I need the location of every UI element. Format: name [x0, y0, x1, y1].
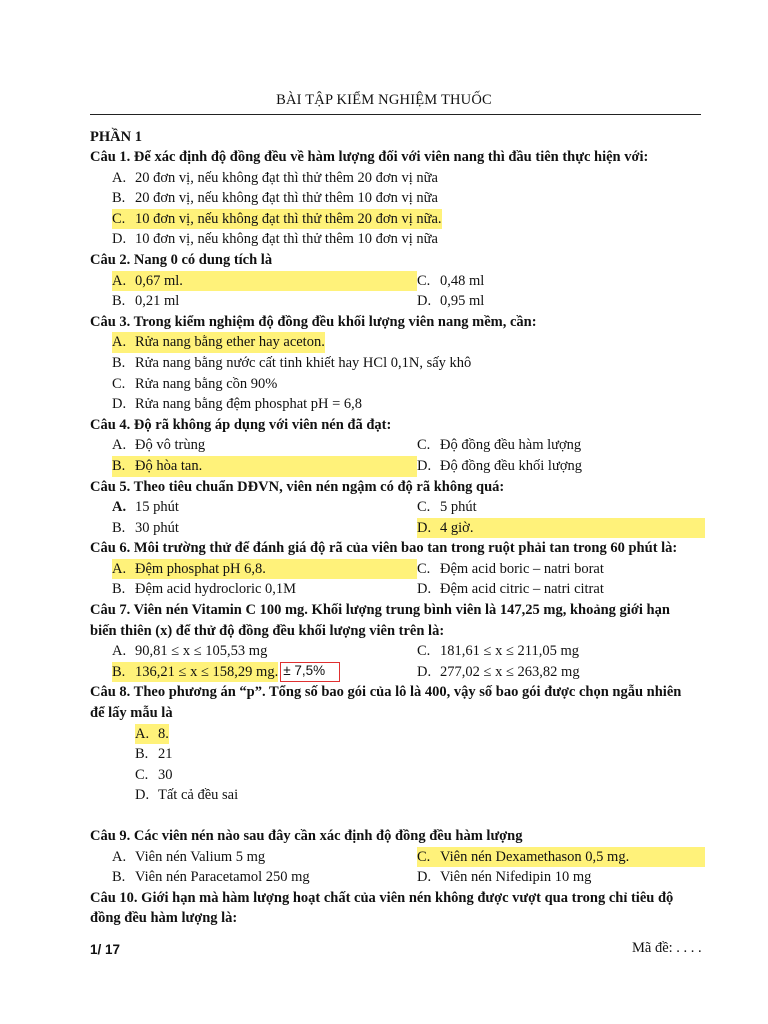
q8-option-b[interactable] — [90, 744, 705, 765]
q4-option-c[interactable] — [417, 435, 705, 456]
q8-option-c[interactable] — [90, 765, 705, 786]
q1-option-c[interactable] — [90, 209, 705, 230]
option-letter: B. — [135, 746, 149, 763]
question-5: Câu 5. Theo tiêu chuẩn DĐVN, viên nén ngậm có độ rã không quá: — [90, 478, 505, 495]
question-3: Câu 3. Trong kiểm nghiệm độ đồng đều khối lượng viên nang mềm, cần: — [90, 313, 537, 330]
option-letter: D. — [417, 581, 432, 598]
option-letter: A. — [112, 848, 127, 865]
question-10-line-2: đồng đều hàm lượng là: — [90, 910, 238, 927]
q8-option-d[interactable] — [90, 785, 705, 806]
option-letter: B. — [112, 293, 126, 310]
q1-option-b[interactable] — [90, 188, 705, 209]
option-text: Độ đồng đều hàm lượng — [440, 437, 582, 454]
exam-content — [90, 127, 705, 929]
option-letter: A. — [112, 437, 127, 454]
q5-option-b[interactable] — [90, 518, 417, 539]
option-text: 20 đơn vị, nếu không đạt thì thử thêm 20 đơn vị nữa — [135, 169, 438, 186]
option-letter: A. — [112, 560, 127, 577]
option-text-highlighted: Rửa nang bằng ether hay aceton. — [135, 334, 325, 351]
option-letter: A. — [135, 725, 150, 742]
option-letter: A. — [112, 272, 127, 289]
question-2: Câu 2. Nang 0 có dung tích là — [90, 251, 273, 268]
q3-option-a[interactable] — [90, 332, 705, 353]
option-letter: D. — [417, 457, 432, 474]
option-letter: C. — [112, 210, 126, 227]
q6-option-c[interactable] — [417, 559, 705, 580]
q7-option-c[interactable] — [417, 641, 705, 662]
option-text: Viên nén Paracetamol 250 mg — [135, 869, 310, 886]
option-text-highlighted: 0,67 ml. — [135, 272, 183, 289]
option-letter: D. — [417, 663, 432, 680]
q8-option-a[interactable] — [90, 724, 705, 745]
question-9: Câu 9. Các viên nén nào sau đây cần xác định độ đồng đều hàm lượng — [90, 828, 523, 844]
question-7-line-2: biến thiên (x) để thử độ đồng đều khối lượng viên trên là: — [90, 622, 445, 639]
q2-option-a[interactable] — [90, 271, 417, 292]
question-7-line-1: Câu 7. Viên nén Vitamin C 100 mg. Khối lượng trung bình viên là 147,25 mg, khoảng giới hạn — [90, 602, 670, 619]
q6-option-a[interactable] — [90, 559, 417, 580]
option-text: Viên nén Nifedipin 10 mg — [440, 869, 592, 886]
option-letter: C. — [135, 766, 149, 783]
option-letter: C. — [417, 272, 431, 289]
option-letter: B. — [112, 519, 126, 536]
option-text-highlighted: 4 giờ. — [440, 519, 474, 536]
question-10-line-1: Câu 10. Giới hạn mà hàm lượng hoạt chất của viên nén không được vượt qua trong chỉ tiêu độ — [90, 889, 674, 906]
option-text: 10 đơn vị, nếu không đạt thì thử thêm 10 đơn vị nữa — [135, 231, 438, 248]
option-letter: D. — [417, 293, 432, 310]
q4-option-a[interactable] — [90, 435, 417, 456]
option-text: 90,81 ≤ x ≤ 105,53 mg — [135, 643, 268, 660]
option-text: 21 — [158, 746, 173, 763]
q4-option-b[interactable] — [90, 456, 417, 477]
q3-option-b[interactable] — [90, 353, 705, 374]
question-8-line-1: Câu 8. Theo phương án “p”. Tổng số bao gói của lô là 400, vậy số bao gói được chọn ngẫu nhiên — [90, 684, 682, 701]
question-1: Câu 1. Để xác định độ đồng đều về hàm lượng đối với viên nang thì đầu tiên thực hiện với: — [90, 149, 649, 165]
option-letter: D. — [417, 869, 432, 886]
q6-option-b[interactable] — [90, 579, 417, 600]
option-text-highlighted: 136,21 ≤ x ≤ 158,29 mg. — [135, 663, 279, 680]
option-text-highlighted: 10 đơn vị, nếu không đạt thì thử thêm 20 đơn vị nữa. — [135, 210, 442, 227]
q3-option-d[interactable] — [90, 394, 705, 415]
q5-option-c[interactable] — [417, 497, 705, 518]
option-text: Đệm acid citric – natri citrat — [440, 581, 604, 598]
q9-option-b[interactable] — [90, 867, 417, 888]
option-letter: D. — [417, 519, 432, 536]
option-text: 30 phút — [135, 519, 179, 536]
option-letter: A. — [112, 499, 127, 516]
option-text: Rửa nang bằng cồn 90% — [135, 375, 278, 392]
q7-option-d[interactable] — [417, 662, 705, 683]
q3-option-c[interactable] — [90, 374, 705, 395]
q1-option-d[interactable] — [90, 229, 705, 250]
q2-option-b[interactable] — [90, 291, 417, 312]
option-letter: B. — [112, 190, 126, 207]
option-letter: A. — [112, 169, 127, 186]
question-6: Câu 6. Môi trường thử để đánh giá độ rã của viên bao tan trong ruột phải tan trong 60 phút là: — [90, 540, 678, 557]
option-letter: A. — [112, 334, 127, 351]
option-text-highlighted: Viên nén Dexamethason 0,5 mg. — [440, 848, 630, 865]
option-text: Rửa nang bằng nước cất tinh khiết hay HCl 0,1N, sấy khô — [135, 354, 472, 371]
option-text: 15 phút — [135, 499, 179, 516]
q6-option-d[interactable] — [417, 579, 705, 600]
page-number: 1/ 17 — [90, 942, 121, 957]
option-text: Độ vô trùng — [135, 437, 206, 454]
exam-code: Mã đề: . . . . — [632, 940, 702, 956]
q7-option-a[interactable] — [90, 641, 417, 662]
option-letter: C. — [417, 848, 431, 865]
q5-option-d[interactable] — [417, 518, 705, 539]
q9-option-c[interactable] — [417, 847, 705, 868]
q9-option-d[interactable] — [417, 867, 705, 888]
option-letter: D. — [112, 231, 127, 248]
section-title: PHẦN 1 — [90, 129, 142, 145]
option-text: Tất cả đều sai — [158, 787, 239, 804]
question-4: Câu 4. Độ rã không áp dụng với viên nén đã đạt: — [90, 416, 392, 433]
option-letter: C. — [417, 643, 431, 660]
q2-option-c[interactable] — [417, 271, 705, 292]
option-letter: A. — [112, 643, 127, 660]
option-letter: C. — [417, 437, 431, 454]
q1-option-a[interactable] — [90, 168, 705, 189]
option-text-highlighted: Độ hòa tan. — [135, 457, 203, 474]
option-letter: B. — [112, 663, 126, 680]
option-letter: B. — [112, 869, 126, 886]
option-letter: B. — [112, 581, 126, 598]
spacer — [90, 806, 705, 826]
option-text-highlighted: Đệm phosphat pH 6,8. — [135, 560, 266, 577]
annotation-box: ± 7,5% — [280, 662, 340, 683]
option-text: Độ đồng đều khối lượng — [440, 457, 582, 474]
option-letter: C. — [417, 499, 431, 516]
q9-option-a[interactable] — [90, 847, 417, 868]
option-text: 20 đơn vị, nếu không đạt thì thử thêm 10 đơn vị nữa — [135, 190, 438, 207]
question-8-line-2: để lấy mẫu là — [90, 705, 173, 722]
option-text: 0,21 ml — [135, 293, 180, 310]
option-text: Viên nén Valium 5 mg — [135, 848, 266, 865]
q7-option-b[interactable] — [90, 662, 417, 683]
q2-option-d[interactable] — [417, 291, 705, 312]
option-text: 277,02 ≤ x ≤ 263,82 mg — [440, 663, 580, 680]
header-divider — [90, 114, 701, 115]
option-letter: D. — [135, 787, 150, 804]
option-letter: C. — [417, 560, 431, 577]
option-text: 5 phút — [440, 499, 477, 516]
option-letter: B. — [112, 354, 126, 371]
q5-option-a[interactable] — [90, 497, 417, 518]
option-text: Đệm acid boric – natri borat — [440, 560, 604, 577]
option-letter: C. — [112, 375, 126, 392]
q4-option-d[interactable] — [417, 456, 705, 477]
option-text: 0,48 ml — [440, 272, 485, 289]
option-letter: B. — [112, 457, 126, 474]
option-text-highlighted: 8. — [158, 725, 169, 742]
option-letter: D. — [112, 396, 127, 413]
page-header-title: BÀI TẬP KIỂM NGHIỆM THUỐC — [276, 92, 492, 108]
option-text: 0,95 ml — [440, 293, 485, 310]
option-text: 30 — [158, 766, 173, 783]
option-text: Đệm acid hydrocloric 0,1M — [135, 581, 297, 598]
option-text: Rửa nang bằng đệm phosphat pH = 6,8 — [135, 396, 363, 413]
option-text: 181,61 ≤ x ≤ 211,05 mg — [440, 643, 580, 660]
